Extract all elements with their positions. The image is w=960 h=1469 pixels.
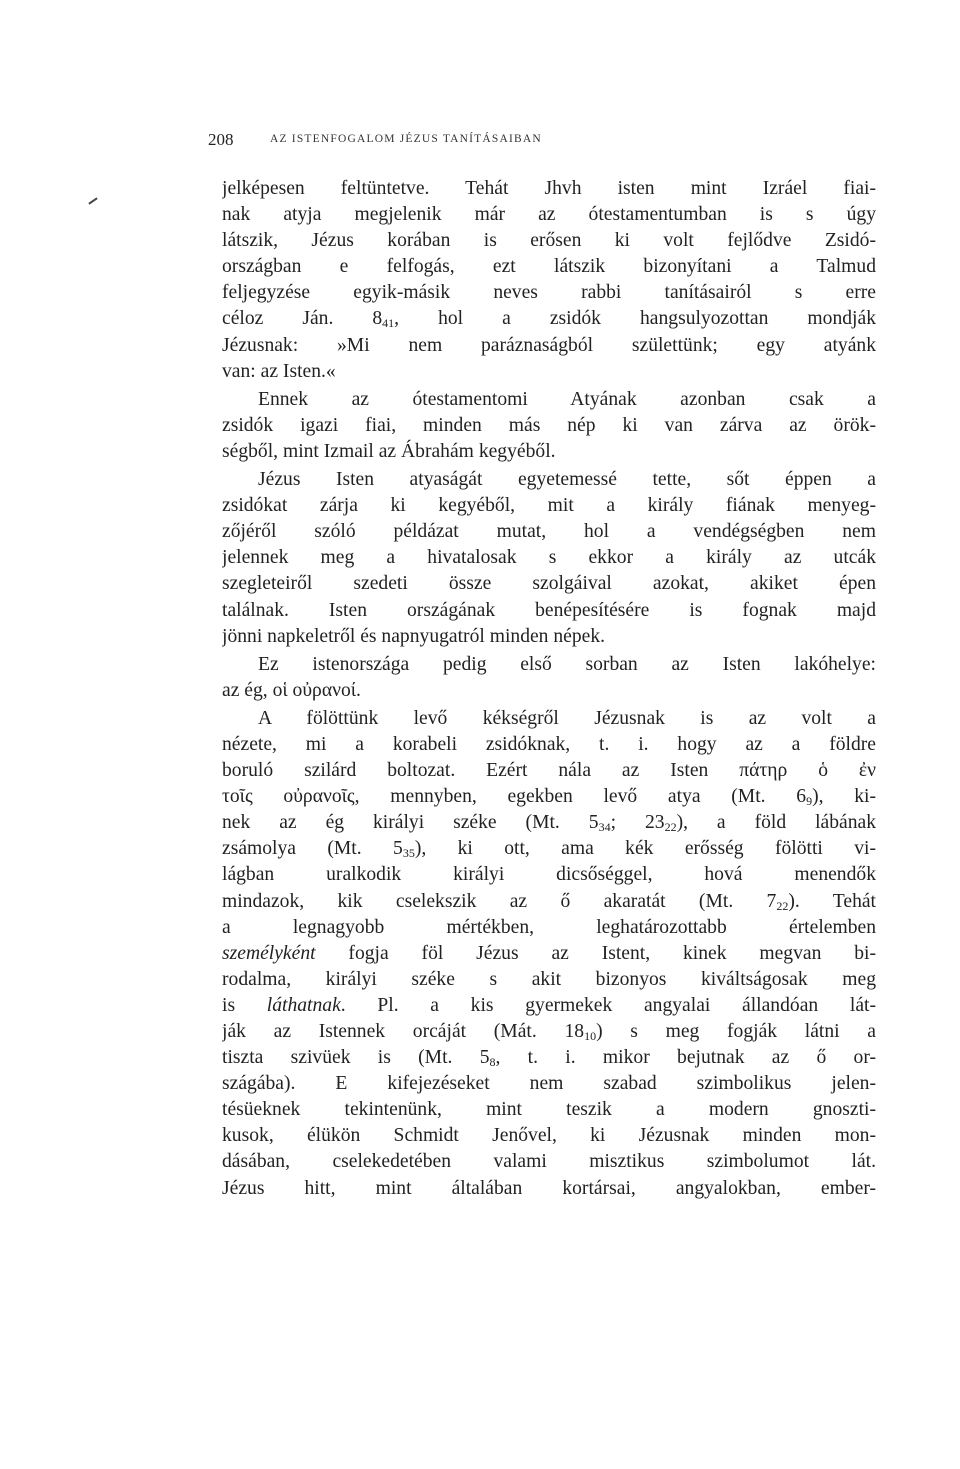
text-segment: a legnagyobb mértékben, leghatározottabb értelemben <box>222 916 876 938</box>
text-segment: Ennek az ótestamentomi Atyának azonban csak a <box>258 388 876 410</box>
subscript: 22 <box>664 820 677 835</box>
text-segment: zsidók igazi fiai, minden más nép ki van zárva az örök- <box>222 414 876 436</box>
text-segment: nek az ég királyi széke (Mt. 5 <box>222 812 599 834</box>
text-line <box>222 254 876 280</box>
page-number: 208 <box>208 130 234 149</box>
text-line <box>222 993 876 1019</box>
text-line <box>222 784 876 810</box>
text-line <box>222 678 876 704</box>
text-segment: ják az Istennek orcáját (Mát. 18 <box>222 1021 585 1042</box>
subscript: 10 <box>584 1029 597 1043</box>
text-segment: személyként <box>222 942 316 964</box>
text-segment: ; 23 <box>610 812 665 834</box>
subscript: 41 <box>382 316 395 331</box>
text-line <box>222 1071 876 1097</box>
text-line <box>222 1176 876 1202</box>
text-line <box>222 1123 876 1149</box>
body-text <box>222 176 876 1202</box>
page-header <box>208 130 888 156</box>
text-segment: Jézusnak: »Mi nem paráznaságból születtünk; egy atyánk <box>222 334 876 356</box>
text-segment: zsidókat zárja ki kegyéből, mit a király fiának menyeg- <box>222 495 876 517</box>
text-line <box>222 941 876 967</box>
text-line <box>222 359 876 385</box>
text-segment: Jézus hitt, mint általában kortársai, angyalokban, ember- <box>222 1177 876 1199</box>
text-segment: nak atyja megjelenik már az ótestamentumban is s úgy <box>222 204 876 226</box>
text-line <box>222 862 876 888</box>
text-segment: látszik, Jézus korában is erősen ki volt fejlődve Zsidó- <box>222 230 876 252</box>
text-line <box>222 467 876 493</box>
text-line <box>222 1097 876 1123</box>
running-head: AZ ISTENFOGALOM JÉZUS TANÍTÁSAIBAN <box>270 133 542 145</box>
text-line <box>222 732 876 758</box>
text-line <box>222 836 876 862</box>
text-line <box>222 439 876 465</box>
subscript: 35 <box>402 846 415 861</box>
text-segment: kusok, élükön Schmidt Jenővel, ki Jézusnak minden mon- <box>222 1125 876 1147</box>
text-line <box>222 1045 876 1071</box>
text-line <box>222 280 876 306</box>
subscript: 22 <box>776 898 789 913</box>
stray-ink-mark <box>88 197 97 204</box>
text-segment: mindazok, kik cselekszik az ő akaratát (Mt. 7 <box>222 890 777 912</box>
subscript: 34 <box>598 820 611 835</box>
text-line <box>222 493 876 519</box>
text-segment: szegleteiről szedeti össze szolgáival azokat, akiket épen <box>222 573 876 595</box>
text-line <box>222 706 876 732</box>
text-line <box>222 176 876 202</box>
text-line <box>222 333 876 359</box>
text-segment: országban e felfogás, ezt látszik bizonyítani a Talmud <box>222 256 876 278</box>
text-segment: jelennek meg a hivatalosak s ekkor a király az utcák <box>222 547 876 569</box>
text-segment: céloz Ján. 8 <box>222 308 383 330</box>
text-segment: ). Tehát <box>788 890 876 912</box>
text-segment: jönni napkeletről és napnyugatról minden népek. <box>222 625 606 647</box>
text-segment: ségből, mint Izmail az Ábrahám kegyéből. <box>222 440 556 462</box>
text-segment: jelképesen feltüntetve. Tehát Jhvh isten mint Izráel fiai- <box>222 178 876 199</box>
text-segment: tiszta szivüek is (Mt. 5 <box>222 1047 490 1069</box>
text-segment: ), ki ott, ama kék erősség fölötti vi- <box>414 838 876 860</box>
text-segment: lágban uralkodik királyi dicsőséggel, hová menendők <box>222 864 876 886</box>
text-segment: rodalma, királyi széke s akit bizonyos kiváltságosak meg <box>222 968 876 990</box>
text-segment: Jézus Isten atyaságát egyetemessé tette, sőt éppen a <box>258 469 876 491</box>
italic-segment: láthatnak <box>266 994 341 1016</box>
text-segment: τοῖς οὐρανοῖς, mennyben, egekben levő atya (Mt. 6 <box>222 786 807 808</box>
text-segment: zőjéről szóló példázat mutat, hol a vendégségben nem <box>222 521 876 543</box>
text-line <box>222 889 876 915</box>
text-segment: A fölöttünk levő kékségről Jézusnak is az volt a <box>258 707 876 729</box>
text-line <box>222 413 876 439</box>
text-segment: zsámolya (Mt. 5 <box>222 838 403 860</box>
text-line <box>222 652 876 678</box>
text-segment: Ez istenországa pedig első sorban az Isten lakóhelye: <box>258 653 876 675</box>
text-line <box>222 758 876 784</box>
text-segment: ) s meg fogják látni a <box>596 1021 876 1042</box>
text-line <box>222 598 876 624</box>
text-segment: ), ki- <box>812 786 876 808</box>
text-line <box>222 306 876 332</box>
text-segment: fogja föl Jézus az Istent, kinek megvan bi- <box>315 942 876 964</box>
text-segment: dásában, cselekedetében valami misztikus szimbolumot lát. <box>222 1151 876 1173</box>
text-line <box>222 202 876 228</box>
text-segment: is <box>222 994 267 1016</box>
text-segment: . Pl. a kis gyermekek angyalai állandóan lát- <box>340 994 876 1016</box>
subscript: 9 <box>806 794 813 809</box>
text-line <box>222 1149 876 1175</box>
text-segment: van: az Isten.« <box>222 360 336 382</box>
text-line <box>222 519 876 545</box>
text-segment: , t. i. mikor bejutnak az ő or- <box>495 1047 876 1069</box>
text-segment: feljegyzése egyik-másik neves rabbi tanításairól s erre <box>222 282 876 304</box>
text-line <box>222 228 876 254</box>
text-line <box>222 545 876 571</box>
text-line <box>222 571 876 597</box>
text-segment: szágába). E kifejezéseket nem szabad szimbolikus jelen- <box>222 1073 876 1095</box>
text-line <box>222 810 876 836</box>
text-segment: találnak. Isten országának benépesítésére is fognak majd <box>222 599 876 621</box>
text-segment: , hol a zsidók hangsulyozottan mondják <box>394 308 876 330</box>
text-line <box>222 915 876 941</box>
text-line <box>222 387 876 413</box>
text-line <box>222 1019 876 1045</box>
text-segment: az ég, οἱ οὐρανοί. <box>222 679 361 701</box>
text-segment: nézete, mi a korabeli zsidóknak, t. i. hogy az a földre <box>222 733 876 755</box>
text-line <box>222 967 876 993</box>
text-segment: boruló szilárd boltozat. Ezért nála az Isten πάτηρ ὁ ἐν <box>222 760 876 782</box>
text-line <box>222 624 876 650</box>
text-segment: ), a föld lábának <box>676 812 876 834</box>
subscript: 8 <box>489 1055 496 1070</box>
text-segment: tésüeknek tekintenünk, mint teszik a modern gnoszti- <box>222 1099 876 1121</box>
